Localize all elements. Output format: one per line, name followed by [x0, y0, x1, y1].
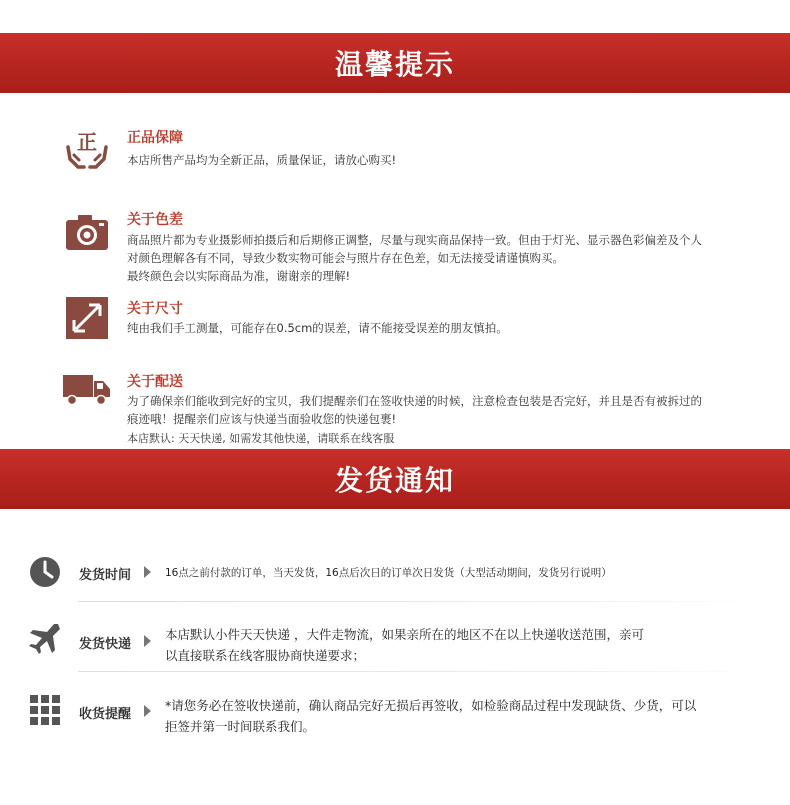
divider: [78, 671, 758, 672]
tip-heading: 关于尺寸: [127, 301, 183, 317]
shipping-notice-title: 发货通知: [334, 464, 455, 497]
tip-heading: 关于配送: [127, 374, 183, 390]
tip-text: 痕迹哦！提醒亲们应该与快递当面验收您的快递包裹!: [127, 412, 397, 426]
airplane-icon: [28, 621, 62, 655]
shipping-notice-banner: [0, 449, 790, 509]
arrow-right-icon: [144, 705, 151, 717]
tip-text: 商品照片都为专业摄影师拍摄后和后期修正调整，尽量与现实商品保持一致。但由于灯光、显示器色彩偏差及个人: [127, 233, 702, 247]
notice-text: 拒签并第一时间联系我们。: [165, 719, 316, 734]
notice-label: 发货时间: [79, 568, 132, 583]
resize-arrow-icon: [64, 295, 110, 341]
notice-text: 本店默认小件天天快递 ，大件走物流，如果亲所在的地区不在以上快递收送范围，亲可: [165, 627, 644, 642]
tip-text: 本店所售产品均为全新正品，质量保证，请放心购买!: [127, 153, 397, 167]
tip-text: 本店默认: 天天快递, 如需发其他快递，请联系在线客服: [127, 432, 395, 445]
tip-heading: 正品保障: [127, 130, 183, 146]
tip-text: 最终颜色会以实际商品为准，谢谢亲的理解!: [127, 269, 351, 283]
tip-text: 为了确保亲们能收到完好的宝贝，我们提醒亲们在签收快递的时候，注意检查包装是否完好，并且是否有被拆过的: [127, 394, 702, 408]
tip-heading: 关于色差: [127, 212, 183, 228]
warm-tips-title: 温馨提示: [334, 48, 455, 81]
notice-label: 发货快递: [79, 637, 132, 652]
notice-text: 以直接联系在线客服协商快递要求；: [165, 648, 366, 663]
delivery-truck-icon: [62, 369, 112, 415]
notice-text: 16点之前付款的订单，当天发货，16点后次日的订单次日发货（大型活动期间，发货另行说明）: [165, 567, 612, 579]
divider: [78, 601, 758, 602]
notice-text: *请您务必在签收快递前，确认商品完好无损后再签收，如检验商品过程中发现缺货、少货，可以: [165, 698, 697, 713]
grid-icon: [28, 693, 62, 727]
genuine-hands-icon: [64, 125, 110, 171]
svg-text:正: 正: [77, 130, 97, 154]
camera-icon: [64, 210, 110, 256]
arrow-right-icon: [144, 566, 151, 578]
arrow-right-icon: [144, 635, 151, 647]
tip-text: 对颜色理解各有不同，导致少数实物可能会与照片存在色差，如无法接受请谨慎购买。: [127, 251, 564, 265]
clock-icon: [28, 555, 62, 589]
warm-tips-banner: [0, 33, 790, 93]
tip-text: 纯由我们手工测量，可能存在0.5cm的误差，请不能接受误差的朋友慎拍。: [127, 321, 508, 335]
notice-label: 收货提醒: [79, 707, 132, 722]
